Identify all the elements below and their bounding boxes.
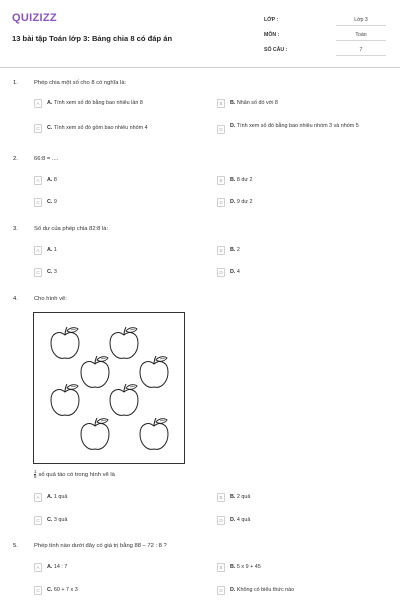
option-letter-box: B [217, 563, 225, 572]
option-text: 9 dư 2 [236, 199, 253, 205]
apple-icon [110, 384, 138, 415]
option-text: 8 dư 2 [236, 177, 253, 183]
option-text: Nhân số đó với 8 [236, 100, 278, 106]
q2-option-d[interactable] [217, 198, 387, 210]
option-key: B. [230, 247, 236, 253]
option-text: 1 [53, 247, 57, 253]
option-key: B. [230, 564, 236, 570]
apple-icon [51, 327, 79, 358]
option-letter-box: C [34, 516, 42, 525]
option-text: 2 [236, 247, 240, 253]
option-key: D. [230, 587, 236, 593]
q1-option-b[interactable] [217, 99, 387, 111]
meta-subject-row [264, 29, 386, 41]
meta-class-row [264, 14, 386, 26]
option-letter-box: A [34, 99, 42, 108]
option-key: D. [230, 517, 236, 523]
option-key: C. [47, 517, 53, 523]
option-text: 2 quả [236, 494, 251, 500]
meta-class-underline [336, 25, 386, 26]
option-key: C. [47, 269, 53, 275]
q5-option-d[interactable] [217, 586, 387, 598]
q2-option-a[interactable] [34, 176, 204, 188]
q3-option-a[interactable] [34, 246, 204, 258]
apple-icon [81, 356, 109, 387]
meta-subject-value: Toán [355, 32, 367, 38]
meta-count-row [264, 44, 386, 56]
option-key: B. [230, 177, 236, 183]
option-key: B. [230, 494, 236, 500]
option-letter-box: B [217, 493, 225, 502]
option-letter-box: B [217, 246, 225, 255]
question-number: 1. [13, 80, 18, 86]
apple-icon [140, 356, 168, 387]
option-key: A. [47, 564, 53, 570]
option-letter-box: D [217, 198, 225, 207]
apples-illustration [34, 313, 184, 463]
option-text: Tính xem số đó bằng bao nhiêu lần 8 [53, 100, 143, 106]
option-text: 3 quả [53, 517, 68, 523]
quizizz-logo: QUIZIZZ [12, 12, 57, 24]
fraction [34, 470, 36, 479]
option-key: A. [47, 100, 53, 106]
option-letter-box: A [34, 563, 42, 572]
q5-option-a[interactable] [34, 563, 204, 575]
question-text: 66:8 = .... [34, 156, 59, 162]
q3-option-c[interactable] [34, 268, 204, 280]
option-text: 8 [53, 177, 57, 183]
apple-icon [110, 327, 138, 358]
question-number: 4. [13, 296, 18, 302]
question-text: Phép tính nào dưới đây có giá trị bằng 88 – 72 : 8 ? [34, 543, 167, 549]
option-text: 5 x 9 + 45 [236, 564, 261, 570]
option-letter-box: D [217, 125, 225, 134]
option-key: A. [47, 247, 53, 253]
option-letter-box: C [34, 268, 42, 277]
q1-option-a[interactable] [34, 99, 204, 111]
option-text: Tính xem số đó bằng bao nhiêu nhóm 3 và nhóm 5 [236, 123, 359, 129]
option-text: 60 + 7 x 3 [53, 587, 78, 593]
option-text: 3 [53, 269, 57, 275]
option-letter-box: C [34, 198, 42, 207]
option-text: 9 [53, 199, 57, 205]
option-text: Tính xem số đó gồm bao nhiêu nhóm 4 [53, 125, 148, 131]
option-letter-box: A [34, 246, 42, 255]
option-letter-box: B [217, 176, 225, 185]
option-key: A. [47, 177, 53, 183]
caption-text: số quả táo có trong hình vẽ là [38, 472, 115, 479]
q5-option-b[interactable] [217, 563, 387, 575]
meta-count-value: 7 [359, 47, 363, 53]
q2-option-c[interactable] [34, 198, 204, 210]
q3-option-d[interactable] [217, 268, 387, 280]
option-letter-box: A [34, 493, 42, 502]
question-text: Cho hình vẽ: [34, 296, 67, 302]
meta-subject-label: MÔN : [264, 32, 280, 38]
option-letter-box: D [217, 586, 225, 595]
question-number: 5. [13, 543, 18, 549]
apple-icon [140, 418, 168, 449]
q4-option-c[interactable] [34, 516, 204, 528]
q3-option-b[interactable] [217, 246, 387, 258]
option-key: D. [230, 199, 236, 205]
meta-count-label: SỐ CÂU : [264, 47, 288, 53]
option-key: C. [47, 199, 53, 205]
meta-class-label: LỚP : [264, 17, 279, 23]
option-letter-box: D [217, 516, 225, 525]
fraction-numerator: 1 [34, 469, 37, 474]
option-letter-box: B [217, 99, 225, 108]
meta-subject-underline [336, 40, 386, 41]
option-letter-box: D [217, 268, 225, 277]
question-number: 2. [13, 156, 18, 162]
option-text: 4 [236, 269, 240, 275]
meta-class-value: Lớp 3 [354, 17, 368, 23]
apple-figure [33, 312, 185, 464]
q4-option-a[interactable] [34, 493, 204, 505]
option-letter-box: C [34, 124, 42, 133]
meta-count-underline [336, 55, 386, 56]
option-key: C. [47, 587, 53, 593]
apple-icon [51, 384, 79, 415]
question-number: 3. [13, 226, 18, 232]
worksheet-title: 13 bài tập Toán lớp 3: Bảng chia 8 có đáp án [12, 34, 173, 43]
q1-option-d[interactable] [217, 122, 389, 140]
option-letter-box: C [34, 586, 42, 595]
option-text: Không có biểu thức nào [236, 587, 295, 593]
q1-option-c[interactable] [34, 124, 204, 136]
fraction-denominator: 8 [34, 474, 37, 479]
question-text: Số dư của phép chia 82:8 là: [34, 226, 109, 232]
option-key: D. [230, 123, 236, 129]
option-text: 14 : 7 [53, 564, 68, 570]
option-text: 4 quả [236, 517, 251, 523]
q5-option-c[interactable] [34, 586, 204, 598]
q2-option-b[interactable] [217, 176, 387, 188]
apple-icon [81, 418, 109, 449]
option-key: D. [230, 269, 236, 275]
q4-option-b[interactable] [217, 493, 387, 505]
option-key: C. [47, 125, 53, 131]
option-text: 1 quả [53, 494, 68, 500]
q4-option-d[interactable] [217, 516, 387, 528]
question-text: Phép chia một số cho 8 có nghĩa là: [34, 80, 127, 86]
option-key: A. [47, 494, 53, 500]
option-letter-box: A [34, 176, 42, 185]
worksheet-header [0, 0, 400, 68]
option-key: B. [230, 100, 236, 106]
